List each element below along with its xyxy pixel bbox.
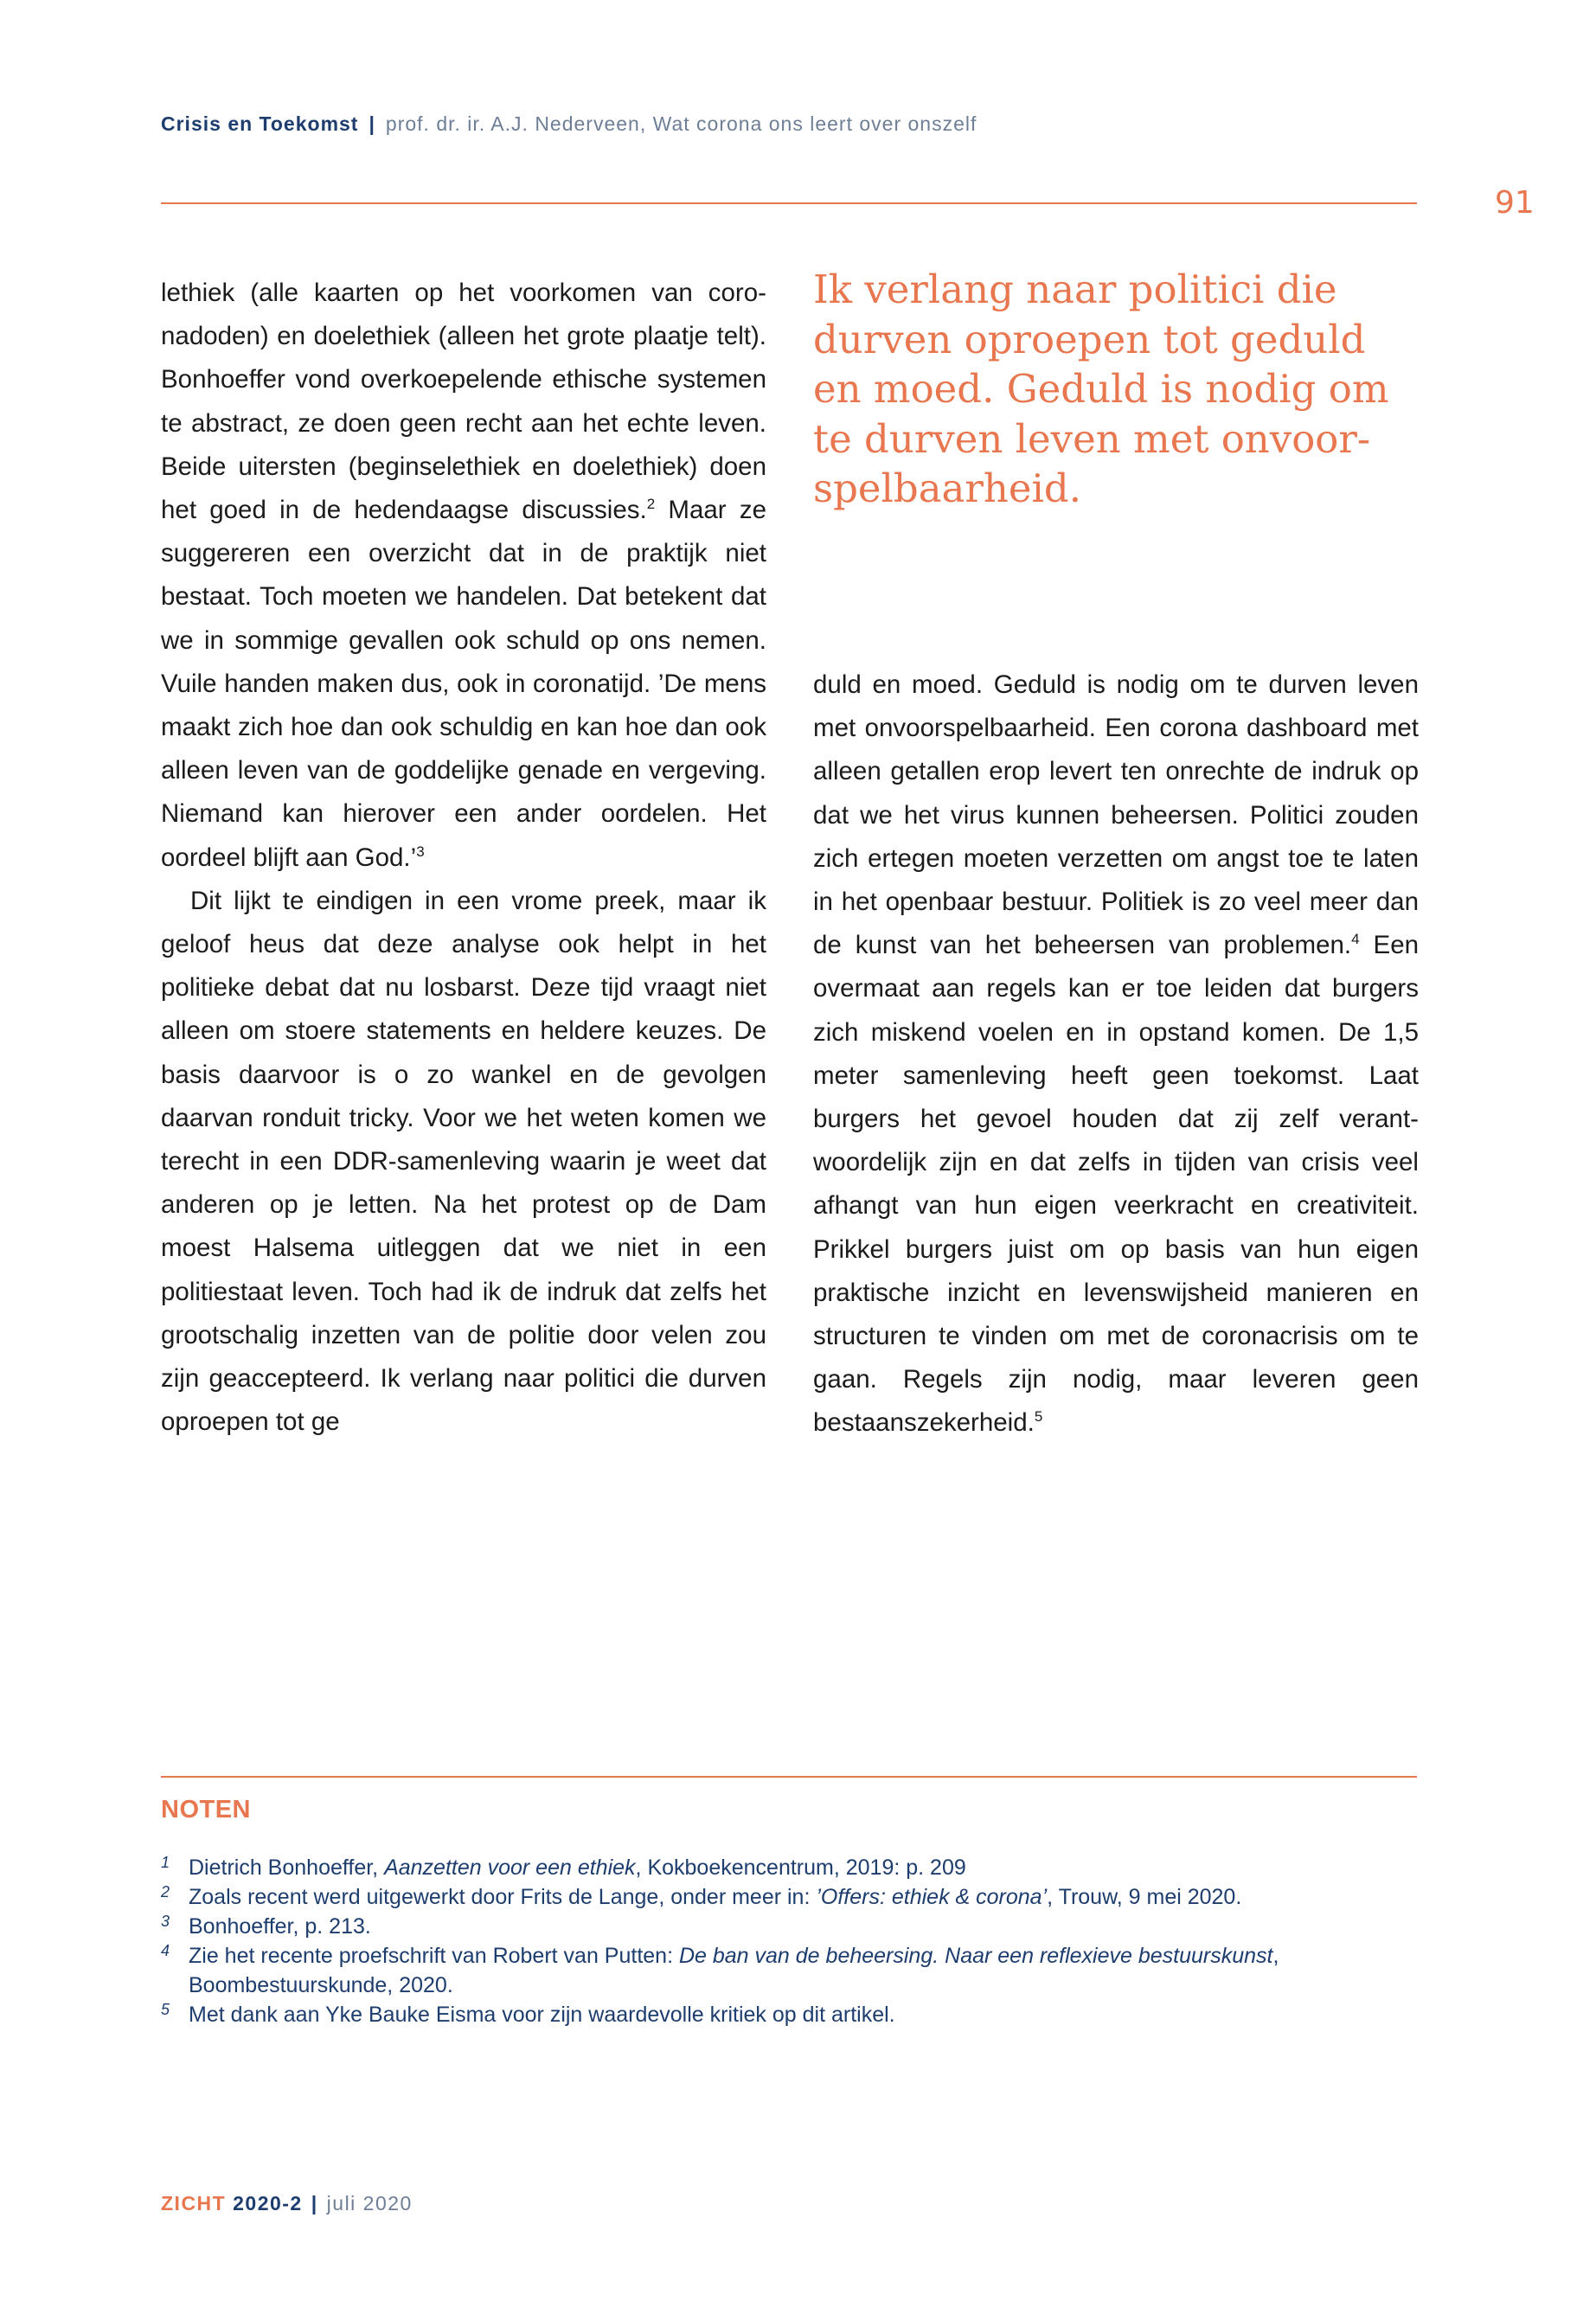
note-number: 2 [161, 1883, 170, 1900]
running-header [161, 112, 977, 136]
footnote-ref: 4 [1351, 931, 1360, 948]
note-item: 2 Zoals recent werd uitgewerkt door Frits de Lange, onder meer in: ’Offers: ethiek & corona’, Trouw, 9 mei 2020. [161, 1882, 1417, 1912]
article-author-title: prof. dr. ir. A.J. Nederveen, Wat corona ons leert over onszelf [385, 112, 977, 135]
note-item: 3 Bonhoeffer, p. 213. [161, 1912, 1417, 1941]
paragraph: duld en moed. Geduld is nodig om te durven leven met onvoorspelbaarheid. Een corona dashboard met alleen getallen erop levert ten onrechte de indruk op dat we het virus kunnen beheersen. Politici zouden zich ertegen moeten verzetten om angst toe te laten in het openbaar bestuur. Politiek is zo veel meer dan de kunst van het beheersen van problemen.$^4$ Een overmaat aan regels kan er toe leiden dat burgers zich miskend voelen en in opstand komen. De 1,5 meter samenleving heeft geen toekomst. Laat burgers het gevoel houden dat zij zelf verantwoordelijk zijn en dat zelfs in tijden van crisis veel afhangt van hun eigen veerkracht en creativiteit. Prikkel burgers juist om op basis van hun eigen praktische inzicht en levenswijsheid manieren en structuren te vinden om met de coronacrisis om te gaan. Regels zijn nodig, maar leveren geen bestaanszekerheid.$^5$ [813, 670, 1420, 1438]
series-title: Crisis en Toekomst [161, 112, 359, 135]
notes-rule [161, 1776, 1417, 1778]
footnote-ref: 3 [416, 843, 425, 860]
issue-date: juli 2020 [326, 2192, 413, 2214]
paragraph: lethiek (alle kaarten op het voorkomen van coronadoden) en doelethiek (alleen het grote plaatje telt). Bonhoeffer vond overkoepelende ethische systemen te abstract, ze doen geen recht aan het echte leven. Beide uitersten (beginselethiek en doelethiek) doen het goed in de hedendaagse discussies.$^2$ Maar ze suggereren een overzicht dat in de praktijk niet bestaat. Toch moeten we handelen. Dat betekent dat we in sommige gevallen ook schuld op ons nemen. Vuile handen maken dus, ook in coronatijd. ’De mens maakt zich hoe dan ook schuldig en kan hoe dan ook alleen leven van de goddelijke genade en vergeving. Niemand kan hierover een ander oordelen. Het oordeel blijft aan God.’$^3$ [161, 279, 766, 872]
footer-separator: | [311, 2192, 318, 2214]
note-number: 3 [161, 1913, 170, 1930]
notes-heading: NOTEN [161, 1796, 251, 1823]
note-number: 5 [161, 2001, 170, 2018]
notes-list [161, 1853, 1417, 2029]
pull-quote: Ik verlang naar politici die durven oproepen tot geduld en moed. Geduld is nodig om te durven leven met onvoorspelbaarheid. [813, 266, 1389, 511]
header-rule [161, 202, 1417, 204]
note-item: 1 Dietrich Bonhoeffer, Aanzetten voor een ethiek, Kokboekencentrum, 2019: p. 209 [161, 1853, 1417, 1882]
magazine-name: ZICHT [161, 2192, 227, 2214]
running-footer [161, 2192, 413, 2215]
right-column [813, 663, 1419, 1445]
note-item: 4 Zie het recente proefschrift van Robert van Putten: De ban van de beheersing. Naar een reflexieve bestuurskunst, Boombestuurskunde, 2020. [161, 1941, 1417, 2000]
note-number: 4 [161, 1942, 170, 1959]
footnote-ref: 5 [1034, 1408, 1043, 1426]
note-number: 1 [161, 1854, 170, 1871]
header-separator: | [369, 112, 375, 135]
page-number: 91 [1495, 185, 1535, 221]
note-item: 5 Met dank aan Yke Bauke Eisma voor zijn waardevolle kritiek op dit artikel. [161, 2000, 1417, 2029]
left-column [161, 272, 766, 1444]
paragraph: Dit lijkt te eindigen in een vrome preek, maar ik geloof heus dat deze analyse ook helpt in het politieke debat dat nu losbarst. Deze tijd vraagt niet alleen om stoere statements en heldere keuzes. De basis daarvoor is o zo wankel en de gevolgen daarvan ronduit tricky. Voor we het weten komen we terecht in een DDR-samenleving waarin je weet dat anderen op je letten. Na het protest op de Dam moest Halsema uitleggen dat we niet in een politiestaat leven. Toch had ik de indruk dat zelfs het grootschalig inzetten van de politie door velen zou zijn geaccepteerd. Ik verlang naar politici die durven oproepen tot ge [161, 886, 766, 1437]
issue-number: 2020-2 [233, 2192, 303, 2214]
footnote-ref: 2 [646, 496, 656, 513]
